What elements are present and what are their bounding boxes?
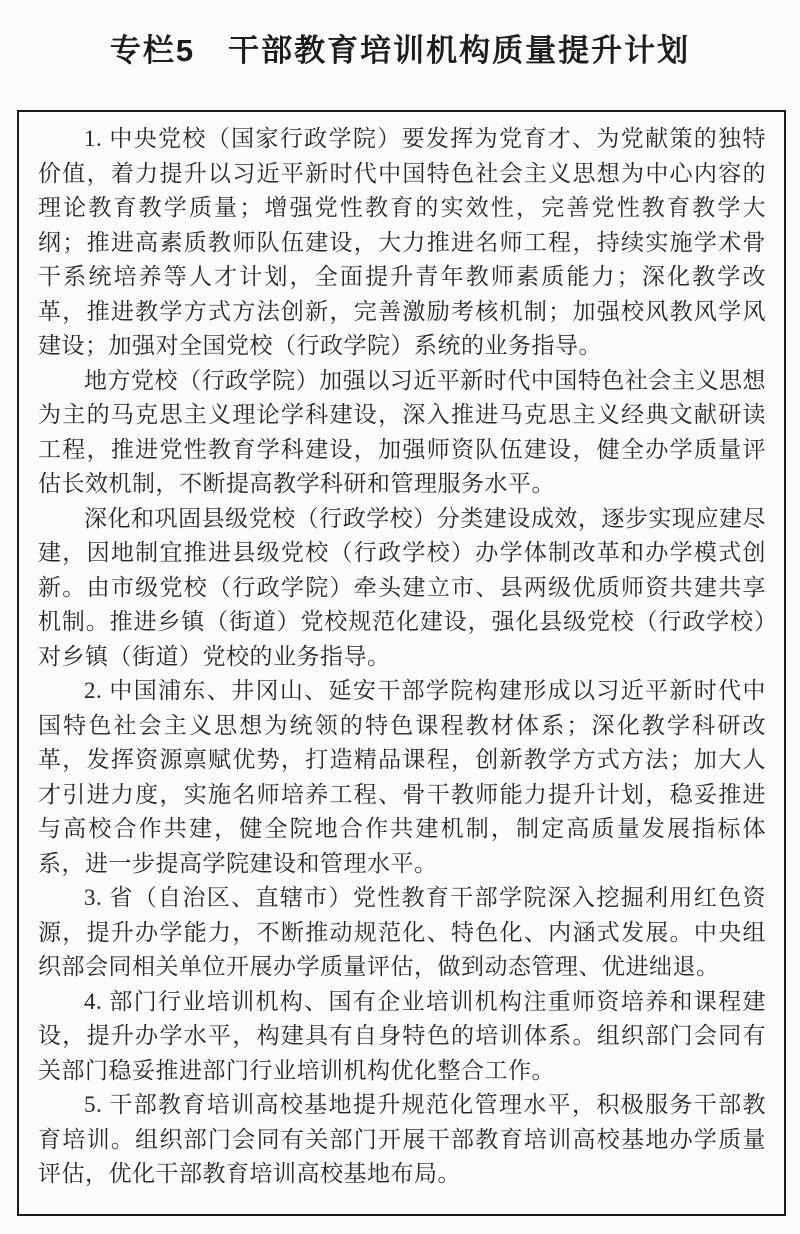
paragraph-2-local-party-schools: 地方党校（行政学院）加强以习近平新时代中国特色社会主义思想为主的马克思主义理论学科建设，深入推进马克思主义经典文献研读工程，推进党性教育学科建设，加强师资队伍建设，健全办学质量评估长效机制，不断提高教学科研和管理服务水平。 — [38, 367, 766, 496]
content-box — [17, 110, 786, 1216]
paragraph-3-county-party-schools: 深化和巩固县级党校（行政学校）分类建设成效，逐步实现应建尽建，因地制宜推进县级党校（行政学校）办学体制改革和办学模式创新。由市级党校（行政学院）牵头建立市、县两级优质师资共建共享机制。推进乡镇（街道）党校规范化建设，强化县级党校（行政学校）对乡镇（街道）党校的业务指导。 — [38, 505, 766, 669]
paragraph-1-central-party-school: 1. 中央党校（国家行政学院）要发挥为党育才、为党献策的独特价值，着力提升以习近平新时代中国特色社会主义思想为中心内容的理论教育教学质量；增强党性教育的实效性，完善党性教育教学大纲；推进高素质教师队伍建设，大力推进名师工程，持续实施学术骨干系统培养等人才计划，全面提升青年教师素质能力；深化教学改革，推进教学方式方法创新，完善激励考核机制；加强校风教风学风建设；加强对全国党校（行政学院）系统的业务指导。 — [38, 126, 766, 358]
paragraph-4-cadre-academies: 2. 中国浦东、井冈山、延安干部学院构建形成以习近平新时代中国特色社会主义思想为统领的特色课程教材体系；深化教学科研改革，发挥资源禀赋优势，打造精品课程，创新教学方式方法；加大人才引进力度，实施名师培养工程、骨干教师能力提升计划，稳妥推进与高校合作共建，健全院地合作共建机制，制定高质量发展指标体系，进一步提高学院建设和管理水平。 — [38, 678, 766, 876]
page-title: 专栏5 干部教育培训机构质量提升计划 — [109, 33, 691, 68]
paragraph-5-provincial-institutes: 3. 省（自治区、直辖市）党性教育干部学院深入挖掘利用红色资源，提升办学能力，不断推动规范化、特色化、内涵式发展。中央组织部会同相关单位开展办学质量评估，做到动态管理、优进绌退。 — [38, 885, 766, 979]
paragraph-7-university-training-bases: 5. 干部教育培训高校基地提升规范化管理水平，积极服务干部教育培训。组织部门会同有关部门开展干部教育培训高校基地办学质量评估，优化干部教育培训高校基地布局。 — [38, 1092, 766, 1186]
paragraph-6-industry-training-institutions: 4. 部门行业培训机构、国有企业培训机构注重师资培养和课程建设，提升办学水平，构建具有自身特色的培训体系。组织部门会同有关部门稳妥推进部门行业培训机构优化整合工作。 — [38, 988, 766, 1083]
